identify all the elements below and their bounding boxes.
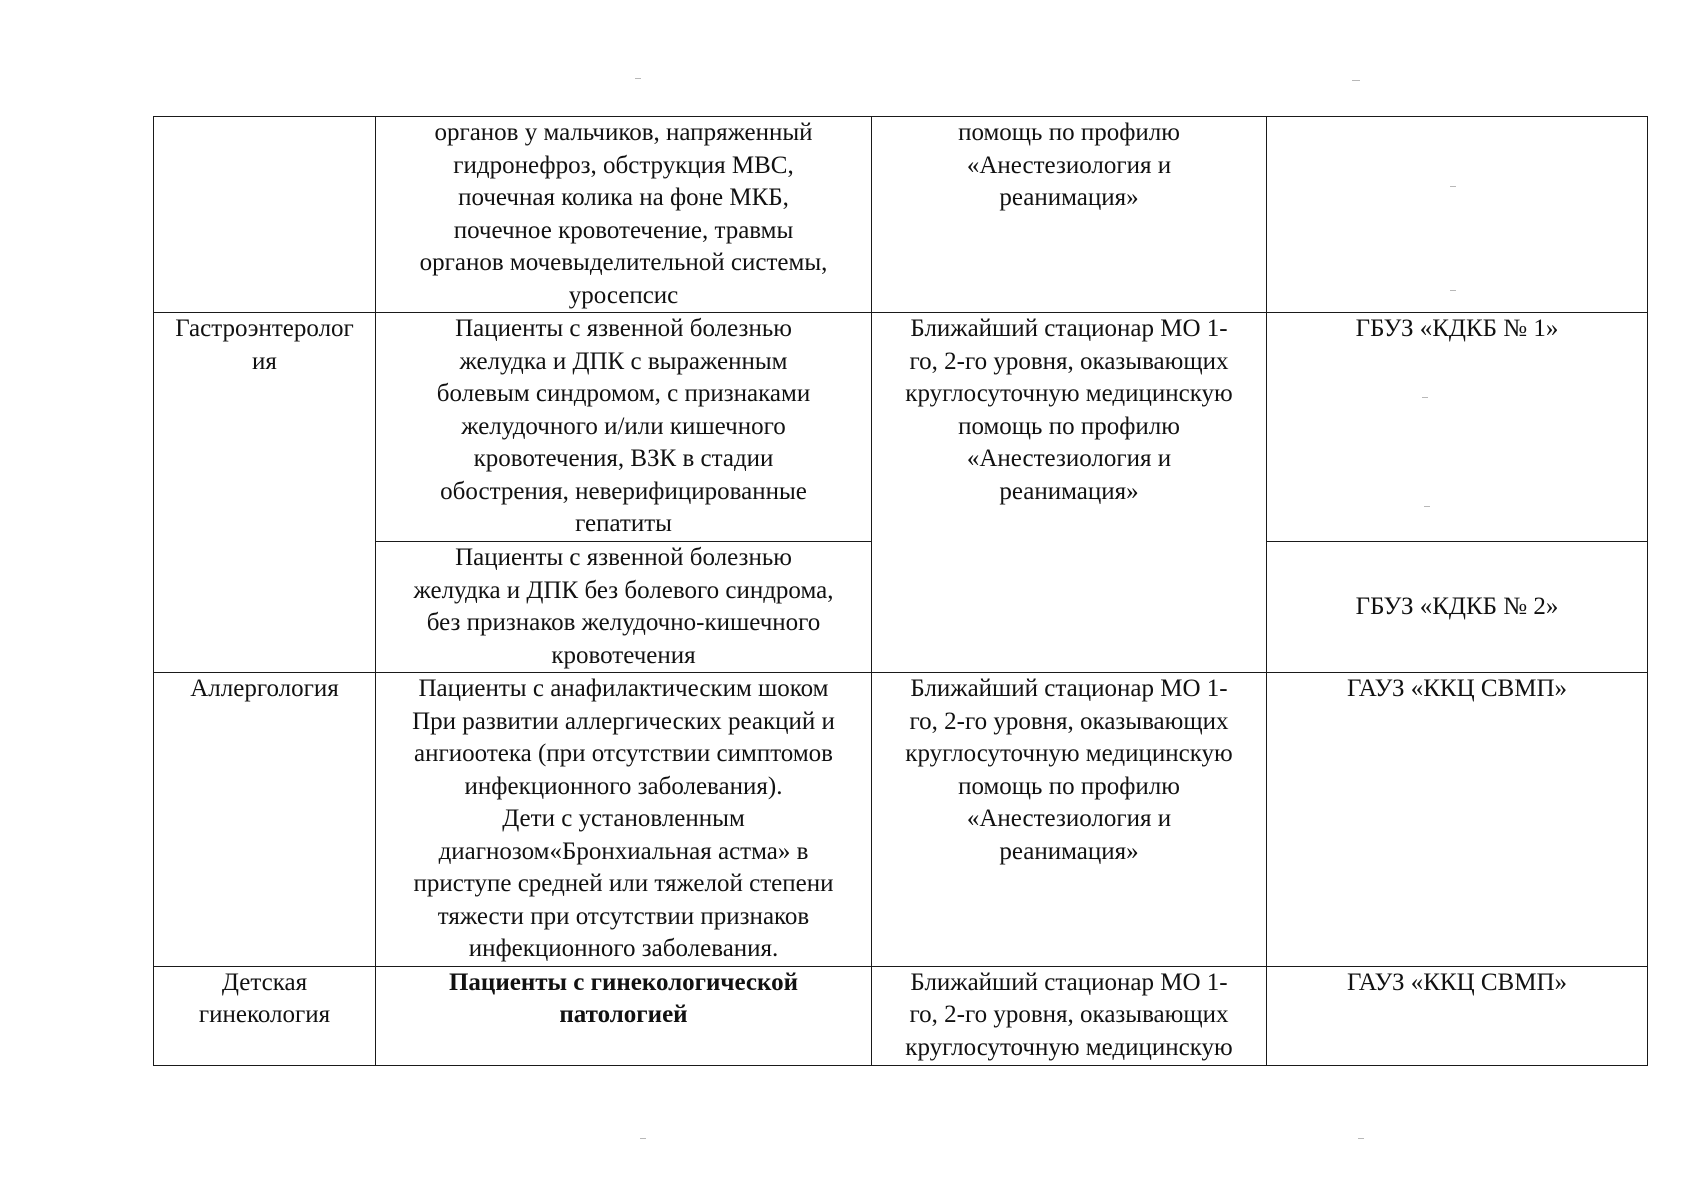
conditions-line: желудка и ДПК с выраженным bbox=[459, 347, 788, 375]
profile-cell bbox=[154, 673, 376, 967]
care-stage-line: го, 2-го уровня, оказывающих bbox=[909, 707, 1229, 735]
profile-cell bbox=[154, 966, 376, 1065]
care-stage-line: го, 2-го уровня, оказывающих bbox=[909, 1001, 1229, 1028]
conditions-line: без признаков желудочно-кишечного bbox=[426, 609, 821, 636]
conditions-line: болевым синдромом, с признаками bbox=[436, 380, 811, 407]
conditions-line: гидронефроз, обструкция МВС, bbox=[453, 151, 794, 179]
scan-speck bbox=[635, 78, 641, 79]
medical-org-cell bbox=[1267, 117, 1648, 313]
care-stage-line: реанимация» bbox=[999, 477, 1139, 505]
medical-org-name: ГАУЗ «ККЦ СВМП» bbox=[1346, 968, 1568, 996]
care-stage-line: реанимация» bbox=[999, 184, 1139, 211]
care-stage-line: «Анестезиология и bbox=[966, 151, 1172, 179]
scan-speck bbox=[1450, 186, 1456, 187]
conditions-line: почечная колика на фоне МКБ, bbox=[458, 184, 789, 211]
profile-cell bbox=[154, 117, 376, 313]
conditions-cell bbox=[376, 313, 872, 542]
care-stage-cell bbox=[872, 673, 1267, 967]
table-row bbox=[154, 117, 1648, 313]
care-stage-cell bbox=[872, 117, 1267, 313]
care-stage-cell bbox=[872, 313, 1267, 673]
profile-line: ия bbox=[252, 347, 277, 375]
care-stage-line: круглосуточную медицинскую bbox=[905, 380, 1233, 407]
conditions-line: инфекционного заболевания. bbox=[468, 935, 779, 962]
conditions-line: Дети с установленным bbox=[502, 805, 745, 832]
conditions-line: Пациенты с анафилактическим шоком bbox=[418, 675, 829, 702]
conditions-line: уросепсис bbox=[568, 281, 679, 309]
conditions-line: кровотечения bbox=[551, 641, 696, 669]
conditions-line: патологией bbox=[559, 1001, 688, 1028]
scan-speck bbox=[1424, 506, 1430, 507]
care-stage-line: реанимация» bbox=[999, 837, 1139, 865]
medical-org-cell bbox=[1267, 966, 1648, 1065]
conditions-line: желудочного и/или кишечного bbox=[461, 412, 786, 440]
profile-cell bbox=[154, 313, 376, 673]
care-stage-line: «Анестезиология и bbox=[966, 445, 1172, 472]
conditions-line: органов у мальчиков, напряженный bbox=[434, 119, 813, 146]
care-stage-line: Ближайший стационар МО 1- bbox=[910, 675, 1228, 702]
care-stage-line: круглосуточную медицинскую bbox=[905, 1033, 1233, 1061]
care-stage-line: помощь по профилю bbox=[958, 119, 1180, 146]
conditions-line: органов мочевыделительной системы, bbox=[419, 249, 828, 276]
profile-line: гинекология bbox=[198, 1001, 331, 1028]
scan-speck bbox=[1352, 80, 1360, 81]
medical-org-name: ГБУЗ «КДКБ № 1» bbox=[1355, 315, 1559, 342]
conditions-cell bbox=[376, 966, 872, 1065]
conditions-line: обострения, неверифицированные bbox=[440, 477, 807, 505]
care-stage-line: «Анестезиология и bbox=[966, 805, 1172, 832]
scan-speck bbox=[1358, 1138, 1364, 1139]
care-stage-cell bbox=[872, 966, 1267, 1065]
scan-speck bbox=[1450, 290, 1456, 291]
conditions-cell bbox=[376, 673, 872, 967]
profile-line: Детская bbox=[221, 968, 308, 996]
conditions-line: инфекционного заболевания). bbox=[464, 772, 783, 800]
care-stage-line: го, 2-го уровня, оказывающих bbox=[909, 347, 1229, 375]
medical-org-name: ГБУЗ «КДКБ № 2» bbox=[1355, 593, 1559, 620]
conditions-line: почечное кровотечение, травмы bbox=[453, 216, 794, 244]
conditions-line: Пациенты с гинекологической bbox=[448, 968, 798, 996]
profile-line: Аллергология bbox=[190, 675, 339, 702]
table-row bbox=[154, 313, 1648, 542]
conditions-line: желудка и ДПК без болевого синдрома, bbox=[413, 576, 834, 604]
care-stage-line: помощь по профилю bbox=[958, 772, 1180, 800]
conditions-line: При развитии аллергических реакций и bbox=[412, 707, 835, 735]
medical-org-cell bbox=[1267, 542, 1648, 673]
conditions-cell bbox=[376, 542, 872, 673]
medical-org-name: ГАУЗ «ККЦ СВМП» bbox=[1346, 675, 1568, 702]
table-row bbox=[154, 673, 1648, 967]
conditions-line: приступе средней или тяжелой степени bbox=[413, 870, 834, 897]
document-table bbox=[153, 116, 1648, 1066]
medical-org-cell bbox=[1267, 673, 1648, 967]
scan-speck bbox=[640, 1138, 646, 1139]
care-stage-line: Ближайший стационар МО 1- bbox=[910, 968, 1228, 996]
care-stage-line: помощь по профилю bbox=[958, 412, 1180, 440]
scan-speck bbox=[1422, 397, 1428, 398]
medical-org-cell bbox=[1267, 313, 1648, 542]
conditions-line: тяжести при отсутствии признаков bbox=[437, 902, 810, 930]
conditions-line: Пациенты с язвенной болезнью bbox=[455, 544, 792, 571]
conditions-line: ангиоотека (при отсутствии симптомов bbox=[414, 740, 833, 767]
table-row bbox=[154, 966, 1648, 1065]
conditions-line: Пациенты с язвенной болезнью bbox=[455, 315, 792, 342]
conditions-line: гепатиты bbox=[575, 510, 672, 537]
conditions-cell bbox=[376, 117, 872, 313]
care-stage-line: круглосуточную медицинскую bbox=[905, 740, 1233, 767]
conditions-line: диагнозом«Бронхиальная астма» в bbox=[438, 837, 809, 865]
profile-line: Гастроэнтеролог bbox=[175, 315, 354, 342]
care-stage-line: Ближайший стационар МО 1- bbox=[910, 315, 1228, 342]
conditions-line: кровотечения, ВЗК в стадии bbox=[473, 445, 774, 472]
